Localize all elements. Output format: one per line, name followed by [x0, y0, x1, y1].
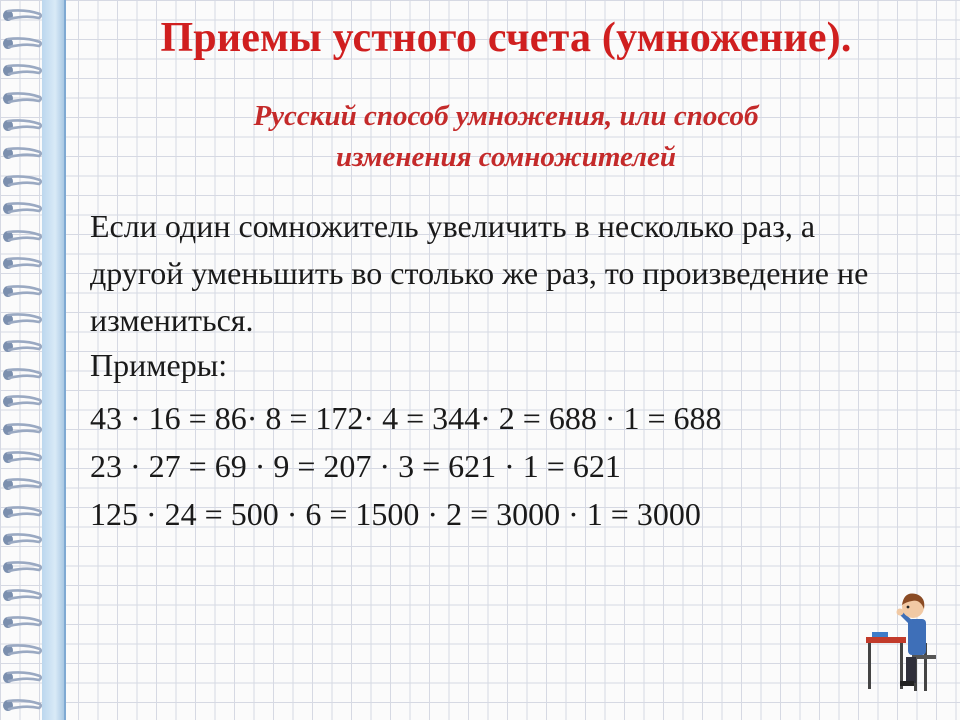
spiral-ring — [2, 615, 42, 630]
spiral-ring — [2, 532, 42, 547]
spiral-ring — [2, 8, 42, 23]
slide-title: Приемы устного счета (умножение). — [160, 15, 852, 61]
subtitle-line-1: Русский способ умножения, или способ — [253, 100, 759, 132]
spiral-ring — [2, 477, 42, 492]
spiral-ring — [2, 560, 42, 575]
example-line: 23 · 27 = 69 · 9 = 207 · 3 = 621 · 1 = 621 — [90, 448, 621, 484]
spiral-ring — [2, 63, 42, 78]
spiral-ring — [2, 422, 42, 437]
margin-band — [42, 0, 64, 720]
spiral-ring — [2, 450, 42, 465]
spiral-ring — [2, 174, 42, 189]
spiral-ring — [2, 312, 42, 327]
spiral-ring — [2, 36, 42, 51]
spiral-ring — [2, 339, 42, 354]
spiral-ring — [2, 670, 42, 685]
spiral-ring — [2, 91, 42, 106]
spiral-ring — [2, 367, 42, 382]
spiral-ring — [2, 146, 42, 161]
spiral-ring — [2, 643, 42, 658]
examples-heading: Примеры: — [90, 347, 228, 383]
spiral-ring — [2, 229, 42, 244]
example-line: 43 · 16 = 86· 8 = 172· 4 = 344· 2 = 688 · 1 = 688 — [90, 400, 722, 436]
spiral-ring — [2, 256, 42, 271]
spiral-ring — [2, 394, 42, 409]
boy-at-desk-illustration — [862, 585, 952, 695]
spiral-ring — [2, 698, 42, 713]
spiral-ring — [2, 505, 42, 520]
spiral-ring — [2, 588, 42, 603]
rule-paragraph: Если один сомножитель увеличить в несколько раз, а другой уменьшить во столько же раз, то произведение не измениться. — [90, 208, 869, 338]
subtitle-line-2: изменения сомножителей — [335, 141, 677, 173]
example-line: 125 · 24 = 500 · 6 = 1500 · 2 = 3000 · 1 = 3000 — [90, 496, 701, 532]
spiral-ring — [2, 118, 42, 133]
notebook-spine — [0, 0, 66, 720]
spiral-ring — [2, 201, 42, 216]
spiral-ring — [2, 284, 42, 299]
slide-subtitle — [66, 96, 946, 178]
